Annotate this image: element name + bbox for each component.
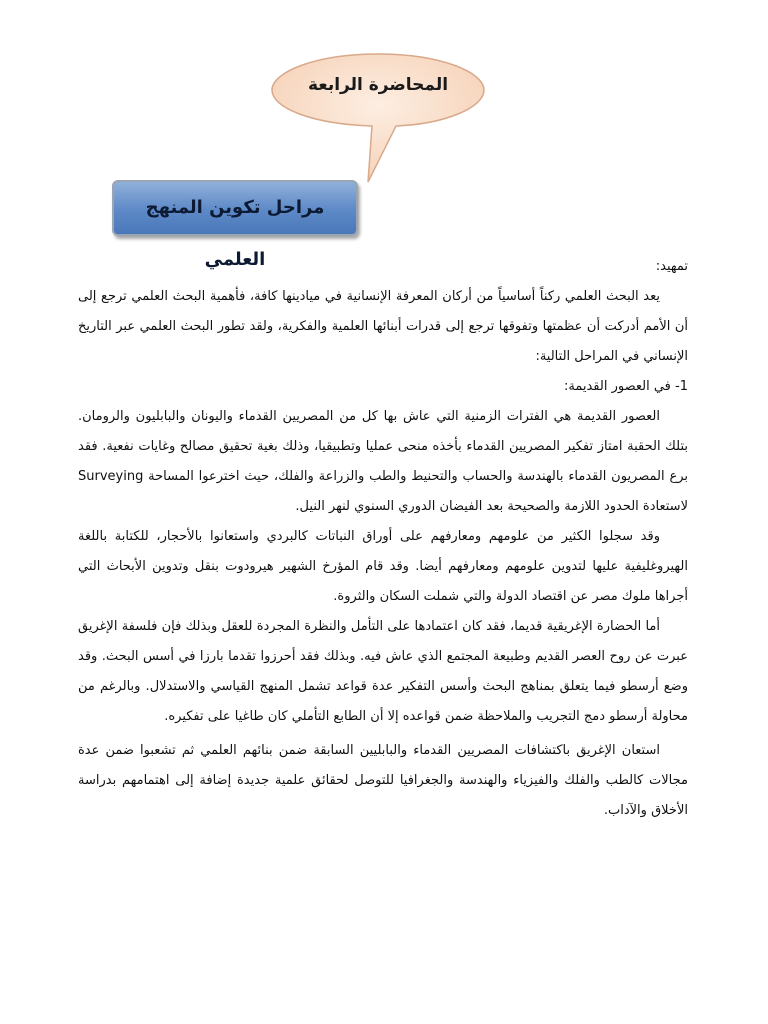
intro-heading: تمهيد: (655, 259, 688, 274)
paragraph-ancient-eras: العصور القديمة هي الفترات الزمنية التي عاش بها كل من المصريين القدماء واليونان والبابليون والرومان. بتلك الحقبة امتاز تفكير المصريين القدماء بأخذه منحى عمليا وتطبيقيا، وذلك بغية تحقيق مصالح وغايات نفعية. فقد برع المصريون القدماء بالهندسة والحساب والتحنيط والطب والزراعة والفلك، حيث اخترعوا المساحة Surveying لاستعادة الحدود اللازمة والصحيحة بعد الفيضان الدوري السنوي لنهر النيل. (78, 409, 688, 514)
intro-paragraph: يعد البحث العلمي ركناً أساسياً من أركان المعرفة الإنسانية في ميادينها كافة، فأهمية البحث العلمي ترجع إلى أن الأمم أدركت أن عظمتها وتفوقها ترجع إلى قدرات أبنائها العلمية والفكرية، ولقد تطور البحث العلمي عبر التاريخ الإنساني في المراحل التالية: (78, 289, 688, 364)
title-box (112, 180, 358, 270)
paragraph-greek: أما الحضارة الإغريقية قديما، فقد كان اعتمادها على التأمل والنظرة المجردة للعقل وبذلك فإن فلسفة الإغريق عبرت عن روح العصر القديم وطبيعة المجتمع الذي عاش فيه. وبذلك فقد أحرزوا تقدما بارزا في أسس البحث. وقد وضع أرسطو فيما يتعلق بمناهج البحث وأسس التفكير عدة قواعد تشمل المنهج القياسي والاستدلال. وبالرغم من محاولة أرسطو دمج التجريب والملاحظة ضمن قواعده إلا أن الطابع التأملي كان طاغيا على تفكيره. (78, 619, 688, 724)
lecture-label: المحاضرة الرابعة (307, 75, 449, 95)
body-text (78, 252, 688, 826)
section-heading: 1- في العصور القديمة: (564, 379, 688, 394)
paragraph-greek-sciences: استعان الإغريق باكتشافات المصريين القدماء والبابليين السابقة ضمن بنائهم العلمي ثم تشعبوا ضمن عدة مجالات كالطب والفلك والفيزياء والهندسة والجغرافيا للتوصل لحقائق علمية جديدة إضافة إلى اهتمامهم بدراسة الأخلاق والآداب. (78, 743, 688, 818)
paragraph-records: وقد سجلوا الكثير من علومهم ومعارفهم على أوراق النباتات كالبردي واستعانوا بالأحجار، للكتابة باللغة الهيروغليفية عليها لتدوين علومهم ومعارفهم أيضا. وقد قام المؤرخ الشهير هيرودوت بنقل وتدوين الأبحاث التي أجراها ملوك مصر عن اقتصاد الدولة والتي شملت السكان والثروة. (78, 529, 688, 604)
page-title: مراحل تكوين المنهج العلمي (145, 197, 325, 270)
